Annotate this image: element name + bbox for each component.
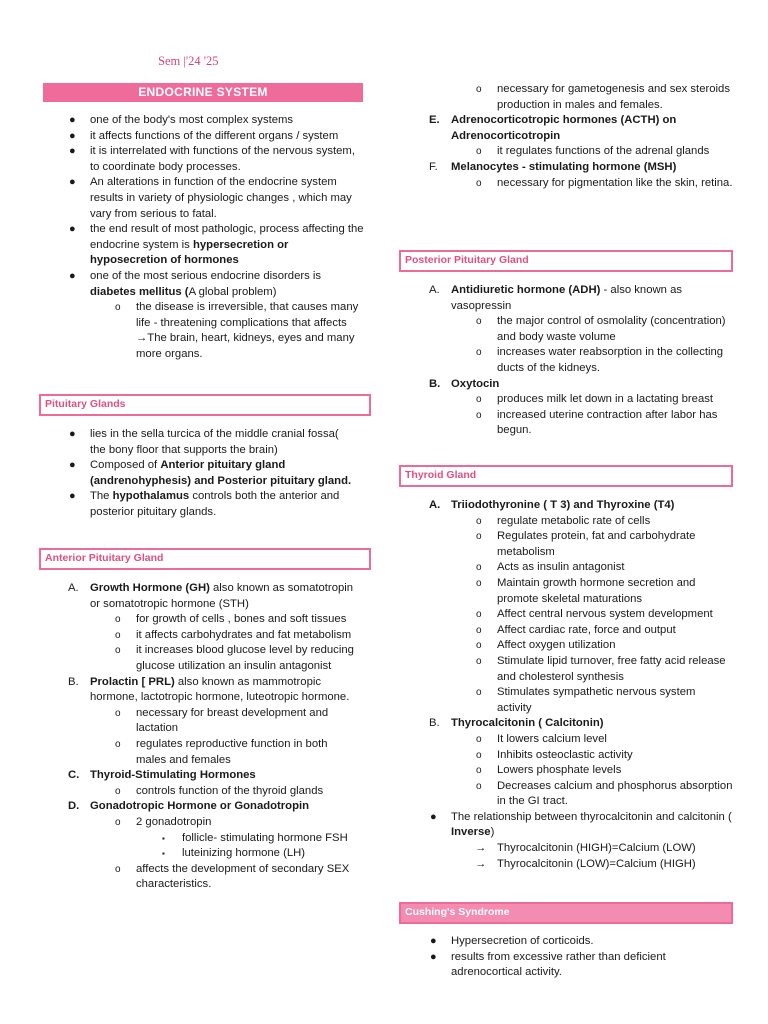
bullet-icon: ● — [69, 223, 76, 236]
sub-list-item: o regulates reproductive function in both males and females — [115, 737, 328, 766]
anterior-continued — [429, 82, 741, 191]
hormone-tsh: C. Thyroid-Stimulating Hormones — [68, 769, 256, 782]
arrow-icon: → — [475, 842, 487, 855]
sub-list-item: o necessary for gametogenesis and sex steroids production in males and females. — [476, 83, 730, 111]
posterior-list — [429, 283, 735, 439]
circle-bullet-icon: o — [115, 629, 121, 641]
circle-bullet-icon: o — [476, 765, 482, 777]
arrow-icon: → — [475, 857, 487, 870]
square-bullet-icon: ▪ — [162, 849, 165, 859]
sub-list-item: o for growth of cells , bones and soft tissues — [136, 612, 360, 628]
sub-list-item: o increased uterine contraction after labor has begun. — [476, 408, 718, 437]
circle-bullet-icon: o — [476, 609, 482, 621]
circle-bullet-icon: o — [115, 816, 121, 828]
arrow-item: → Thyrocalcitonin (HIGH)=Calcium (LOW) — [497, 841, 733, 857]
section-thyroid-gland: Thyroid Gland — [399, 465, 733, 487]
sub-list-item: o controls function of the thyroid glands — [136, 784, 360, 800]
circle-bullet-icon: o — [476, 640, 482, 652]
square-bullet-icon: ▪ — [162, 833, 165, 843]
sub-list-item: o necessary for pigmentation like the skin, retina. — [497, 176, 741, 192]
sub-list-item: o 2 gonadotropin — [136, 815, 360, 831]
sub-list-item: o produces milk let down in a lactating breast — [497, 392, 735, 408]
circle-bullet-icon: o — [115, 645, 121, 657]
bullet-icon: ● — [69, 428, 76, 440]
hormone-msh: F. Melanocytes - stimulating hormone (MSH) — [429, 160, 677, 173]
circle-bullet-icon: o — [115, 785, 121, 797]
hormone-acth: E. Adrenocorticotropic hormones (ACTH) on Adrenocorticotropin — [429, 114, 677, 142]
hormone-growth: A. Growth Hormone (GH) also known as somatotropin or somatotropic hormone (STH) — [68, 582, 354, 610]
circle-bullet-icon: o — [476, 316, 482, 328]
circle-bullet-icon: o — [476, 531, 482, 543]
sub-list-item: o increases water reabsorption in the collecting ducts of the kidneys. — [476, 346, 724, 374]
section-cushings-syndrome: Cushing's Syndrome — [399, 902, 733, 924]
circle-bullet-icon: o — [476, 733, 482, 745]
bullet-icon: ● — [69, 145, 76, 158]
hormone-calcitonin: B. Thyrocalcitonin ( Calcitonin) — [429, 717, 604, 730]
sub-list-item: o the major control of osmolality (concentration) and body waste volume — [476, 315, 726, 343]
sub-list-item: o Affect central nervous system development — [497, 607, 733, 623]
sub-list-item: o the disease is irreversible, that causes many life - threatening complications that affects →The brain, heart, kidneys, eyes and many more organs. — [115, 301, 359, 360]
circle-bullet-icon: o — [476, 655, 482, 667]
sub-list-item: o Affect oxygen utilization — [497, 638, 733, 654]
section-pituitary-glands: Pituitary Glands — [39, 394, 371, 416]
sub-list-item: o Maintain growth hormone secretion and promote skeletal maturations — [476, 576, 696, 605]
list-item: ● The relationship between thyrocalcitonin and calcitonin ( Inverse) — [430, 810, 732, 839]
sub-list-item: o it affects carbohydrates and fat metabolism — [136, 628, 360, 644]
document-title: ENDOCRINE SYSTEM — [43, 83, 363, 102]
pituitary-list — [69, 427, 352, 521]
section-posterior-pituitary: Posterior Pituitary Gland — [399, 250, 733, 272]
hormone-oxytocin: B. Oxytocin — [429, 377, 500, 390]
bullet-icon: ● — [69, 269, 76, 282]
sub-list-item: o it increases blood glucose level by reducing glucose utilization an insulin antagonist — [115, 644, 354, 672]
circle-bullet-icon: o — [476, 146, 482, 158]
hormone-adh: A. Antidiuretic hormone (ADH) - also known as vasopressin — [429, 284, 683, 312]
section-anterior-pituitary: Anterior Pituitary Gland — [39, 548, 371, 570]
bullet-icon: ● — [430, 935, 437, 947]
sub-list-item: o Stimulates sympathetic nervous system activity — [476, 686, 696, 714]
circle-bullet-icon: o — [476, 84, 482, 95]
sub-list-item: o affects the development of secondary SEX characteristics. — [115, 862, 350, 891]
bullet-icon: ● — [69, 459, 76, 472]
circle-bullet-icon: o — [476, 347, 482, 359]
circle-bullet-icon: o — [115, 302, 121, 314]
list-item: ● one of the body's most complex systems — [90, 113, 366, 129]
sub-list-item: o Regulates protein, fat and carbohydrate metabolism — [476, 530, 696, 558]
bullet-icon: ● — [69, 176, 76, 189]
sub-list-item: o Acts as insulin antagonist — [497, 560, 733, 576]
hormone-gonadotropin: D. Gonadotropic Hormone or Gonadotropin — [68, 800, 310, 813]
sub-list-item: o Lowers phosphate levels — [497, 763, 733, 779]
circle-bullet-icon: o — [476, 562, 482, 574]
semester-label: Sem |'24 '25 — [158, 54, 219, 68]
circle-bullet-icon: o — [476, 624, 482, 636]
list-item: ● Hypersecretion of corticoids. — [451, 934, 731, 950]
circle-bullet-icon: o — [476, 409, 482, 421]
circle-bullet-icon: o — [476, 749, 482, 761]
circle-bullet-icon: o — [476, 577, 482, 589]
list-item: ● the end result of most pathologic, process affecting the endocrine system is hypersecretion or hyposecretion of hormones — [69, 223, 364, 267]
circle-bullet-icon: o — [476, 687, 482, 699]
list-item: ● results from excessive rather than deficient adrenocortical activity. — [430, 950, 666, 979]
circle-bullet-icon: o — [476, 515, 482, 527]
sub-list-item: o It lowers calcium level — [497, 732, 733, 748]
circle-bullet-icon: o — [476, 394, 482, 406]
hormone-t3-t4: A. Triiodothyronine ( T 3) and Thyroxine (T4) — [429, 499, 675, 511]
list-item: ● it affects functions of the different organs / system — [90, 129, 366, 145]
arrow-item: → Thyrocalcitonin (LOW)=Calcium (HIGH) — [497, 857, 733, 873]
sub-list-item: o Affect cardiac rate, force and output — [497, 623, 733, 639]
bullet-icon: ● — [69, 129, 76, 142]
intro-list — [69, 113, 366, 363]
bullet-icon: ● — [430, 950, 437, 963]
sub-sub-list-item: ▪ follicle- stimulating hormone FSH — [182, 831, 360, 847]
sub-sub-list-item: ▪ luteinizing hormone (LH) — [182, 846, 360, 862]
list-item: ● Composed of Anterior pituitary gland (andrenohyphesis) and Posterior pituitary gland. — [69, 459, 352, 487]
hormone-prolactin: B. Prolactin [ PRL) also known as mammotropic hormone, lactotropic hormone, luteotropic hormone. — [68, 675, 350, 704]
circle-bullet-icon: o — [476, 780, 482, 792]
circle-bullet-icon: o — [115, 614, 121, 626]
list-item: ● lies in the sella turcica of the middle cranial fossa( the bony floor that supports the brain) — [69, 428, 339, 456]
cushing-list — [430, 934, 731, 981]
list-item: ● one of the most serious endocrine disorders is diabetes mellitus (A global problem) — [69, 269, 322, 298]
circle-bullet-icon: o — [476, 177, 482, 189]
thyroid-list — [429, 498, 733, 872]
list-item: ● it is interrelated with functions of the nervous system, to coordinate body processes. — [69, 145, 355, 173]
circle-bullet-icon: o — [115, 738, 121, 750]
bullet-icon: ● — [69, 490, 76, 503]
sub-list-item: o regulate metabolic rate of cells — [497, 514, 733, 530]
sub-list-item: o it regulates functions of the adrenal glands — [497, 144, 741, 160]
arrow-icon: → — [136, 332, 148, 345]
sub-list-item: o Stimulate lipid turnover, free fatty acid release and cholesterol synthesis — [476, 654, 726, 683]
sub-list-item: o Decreases calcium and phosphorus absorption in the GI tract. — [476, 779, 733, 808]
list-item: ● An alterations in function of the endocrine system results in variety of physiologic changes , which may vary from serious to fatal. — [69, 176, 352, 220]
sub-list-item: o necessary for breast development and lactation — [115, 706, 329, 735]
list-item: ● The hypothalamus controls both the anterior and posterior pituitary glands. — [69, 490, 340, 518]
circle-bullet-icon: o — [115, 707, 121, 719]
sub-list-item: o Inhibits osteoclastic activity — [497, 748, 733, 764]
bullet-icon: ● — [69, 114, 76, 126]
anterior-list — [68, 581, 360, 893]
circle-bullet-icon: o — [115, 863, 121, 875]
bullet-icon: ● — [430, 810, 437, 823]
